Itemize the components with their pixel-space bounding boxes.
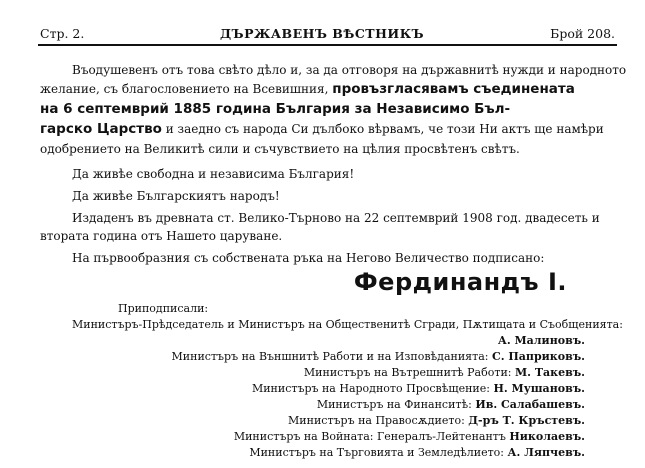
minister-entry <box>317 397 585 412</box>
proclamation-text-2: и заедно съ народа Си дълбоко вѣрвамъ, че този Ни актъ ще намѣри <box>161 122 604 136</box>
minister-entry <box>252 381 585 396</box>
royal-signature: Фердинандъ I. <box>353 268 567 296</box>
proclamation-line-5: одобрението на Великитѣ сили и съчувствието на цѣлия просвѣтенъ свѣтъ. <box>40 142 520 156</box>
header-rule <box>38 44 617 46</box>
exclamation-bulgaria: Да живѣе свободна и независима България! <box>72 167 355 181</box>
page-header <box>40 26 615 42</box>
minister-name-text: С. Паприковъ. <box>491 350 585 363</box>
minister-role: Министъръ на Войната: Генералъ-Лейтенантъ <box>233 430 506 443</box>
minister-role: Министъръ на Правосѫдието: <box>288 414 465 427</box>
minister-entry <box>172 349 585 364</box>
minister-name-text: Николаевъ. <box>509 430 585 443</box>
proclamation-bold-text-2: гарско Царство <box>40 121 162 137</box>
minister-name <box>498 333 585 348</box>
signed-note: На първообразния съ собствената ръка на Негово Величество подписано: <box>72 251 545 265</box>
exclamation-people: Да живѣе Българскиятъ народъ! <box>72 189 280 203</box>
minister-name-text: Ив. Салабашевъ. <box>475 398 585 411</box>
issued-line-1: Издаденъ въ древната ст. Велико-Търново на 22 септемврий 1908 год. двадесеть и <box>72 211 600 225</box>
proclamation-bold-text: провъзгласявамъ съединената <box>332 81 575 97</box>
minister-entry <box>304 365 585 380</box>
issued-line-2: втората година отъ Нашето царуване. <box>40 229 283 243</box>
minister-role: Министъръ на Финанситѣ: <box>316 398 472 411</box>
proclamation-text: желание, съ благословението на Всевишния, <box>40 82 333 96</box>
minister-role: Министъръ на Вътрешнитѣ Работи: <box>303 366 512 379</box>
minister-entry <box>288 413 585 428</box>
minister-name-text: Н. Мушановъ. <box>493 382 585 395</box>
proclamation-line-3: на 6 септемврий 1885 година България за Независимо Бъл- <box>40 101 511 117</box>
minister-role: Министъръ на Външнитѣ Работи и на Изповѣданията: <box>171 350 489 363</box>
minister-name-text: А. Ляпчевъ. <box>507 446 585 459</box>
countersigned-label: Приподписали: <box>118 302 209 315</box>
proclamation-line-1: Въодушевенъ отъ това свѣто дѣло и, за да отговоря на държавнитѣ нужди и народното <box>72 63 627 77</box>
page-number: Стр. 2. <box>40 26 85 41</box>
minister-entry <box>234 429 585 444</box>
minister-role: Министъръ-Прѣдседатель и Министъръ на Общественитѣ Сгради, Пѫтищата и Съобщенията: <box>72 318 623 331</box>
issue-number: Брой 208. <box>550 26 615 41</box>
minister-name-text: А. Малиновъ. <box>497 334 585 347</box>
proclamation-line-4 <box>40 121 604 137</box>
newspaper-title: ДЪРЖАВЕНЪ ВѢСТНИКЪ <box>220 26 425 41</box>
minister-name-text: М. Такевъ. <box>514 366 585 379</box>
proclamation-line-2 <box>40 81 575 97</box>
minister-entry <box>249 445 585 460</box>
minister-name-text: Д-ръ Т. Кръстевъ. <box>468 414 585 427</box>
minister-role: Министъръ на Търговията и Земледѣлието: <box>249 446 505 459</box>
minister-role: Министъръ на Народното Просвѣщение: <box>251 382 490 395</box>
